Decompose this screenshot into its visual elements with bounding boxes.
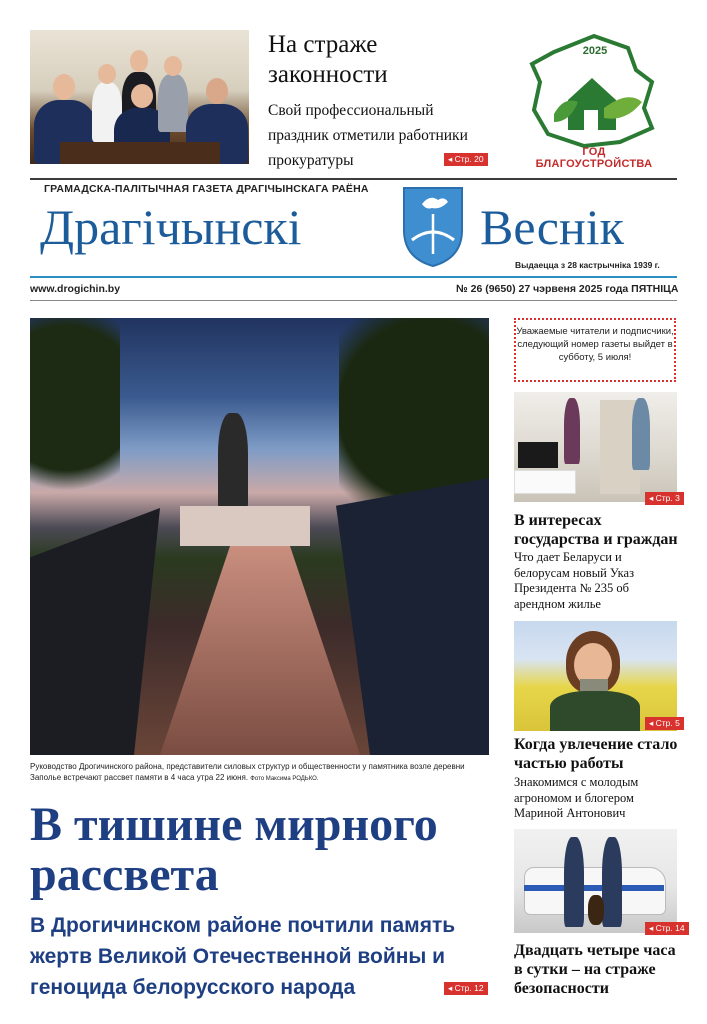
masthead-supertitle: ГРАМАДСКА-ПАЛІТЫЧНАЯ ГАЗЕТА ДРАГІЧЫНСКАГА РАЁНА — [44, 183, 369, 195]
arrow-icon: ◂ — [448, 983, 455, 993]
next-issue-notice: Уважаемые читатели и подписчики, следующий номер газеты выйдет в субботу, 5 июля! — [514, 318, 676, 382]
arrow-icon: ◂ — [649, 923, 656, 933]
photo-credit: Фото Максима РОДЬКО. — [250, 776, 319, 782]
masthead-title-left[interactable]: Драгічынскі — [40, 199, 302, 255]
memorial-dawn-photo — [30, 318, 489, 755]
divider — [30, 178, 677, 180]
main-story-page-ref[interactable] — [444, 982, 488, 995]
arrow-icon: ◂ — [649, 718, 656, 728]
top-teaser-subtitle: Свой профессиональный праздник отметили работники прокуратуры — [268, 102, 468, 169]
masthead-title-right[interactable]: Веснік — [480, 199, 624, 255]
photo-caption-text: Руководство Дрогичинского района, представители силовых структур и общественности у памятника возле деревни Заполье встречают рассвет памяти в 4 часа утра 22 июня. — [30, 762, 465, 782]
story-1-page-ref[interactable] — [645, 492, 684, 505]
story-1-page-ref-label: Стр. 3 — [655, 493, 680, 503]
story-3-page-ref[interactable] — [645, 922, 689, 935]
website-link[interactable]: www.drogichin.by — [30, 283, 121, 295]
top-teaser-page-ref-label: Стр. 20 — [454, 154, 484, 164]
prosecutors-photo — [30, 30, 249, 164]
divider — [30, 300, 677, 301]
since-date: Выдаецца з 28 кастрычніка 1939 г. — [515, 260, 660, 270]
story-2-text: Знакомимся с молодым агрономом и блогером Мариной Антонович — [514, 775, 639, 820]
badge-caption: ГОД БЛАГОУСТРОЙСТВА — [535, 146, 653, 170]
coat-of-arms-icon — [402, 184, 464, 268]
main-headline[interactable]: В тишине мирного рассвета — [30, 798, 438, 901]
story-2-page-ref[interactable] — [645, 717, 684, 730]
arrow-icon: ◂ — [649, 493, 656, 503]
story-2-page-ref-label: Стр. 5 — [655, 718, 680, 728]
story-3-page-ref-label: Стр. 14 — [655, 923, 685, 933]
top-teaser-title[interactable]: На страже законности — [268, 31, 388, 88]
agronomist-photo — [514, 621, 677, 731]
badge-year: 2025 — [582, 45, 608, 57]
story-3-title[interactable]: Двадцать четыре часа в сутки – на страже безопасности — [514, 942, 676, 997]
main-subheadline: В Дрогичинском районе почтили память жертв Великой Отечественной войны и геноцида белорусского народа — [30, 914, 456, 999]
masthead-divider — [30, 276, 677, 278]
police-photo — [514, 829, 677, 933]
photo-caption — [30, 761, 489, 785]
main-story-page-ref-label: Стр. 12 — [454, 983, 484, 993]
story-1-title[interactable]: В интересах государства и граждан — [514, 512, 678, 548]
top-teaser-page-ref[interactable] — [444, 153, 488, 166]
story-1-text: Что дает Беларуси и белорусам новый Указ Президента № 235 об арендном жилье — [514, 550, 635, 611]
arrow-icon: ◂ — [448, 154, 455, 164]
issue-line: № 26 (9650) 27 чэрвеня 2025 года ПЯТНІЦА — [456, 283, 679, 295]
story-2-title[interactable]: Когда увлечение стало частью работы — [514, 736, 678, 772]
apartment-photo — [514, 392, 677, 502]
